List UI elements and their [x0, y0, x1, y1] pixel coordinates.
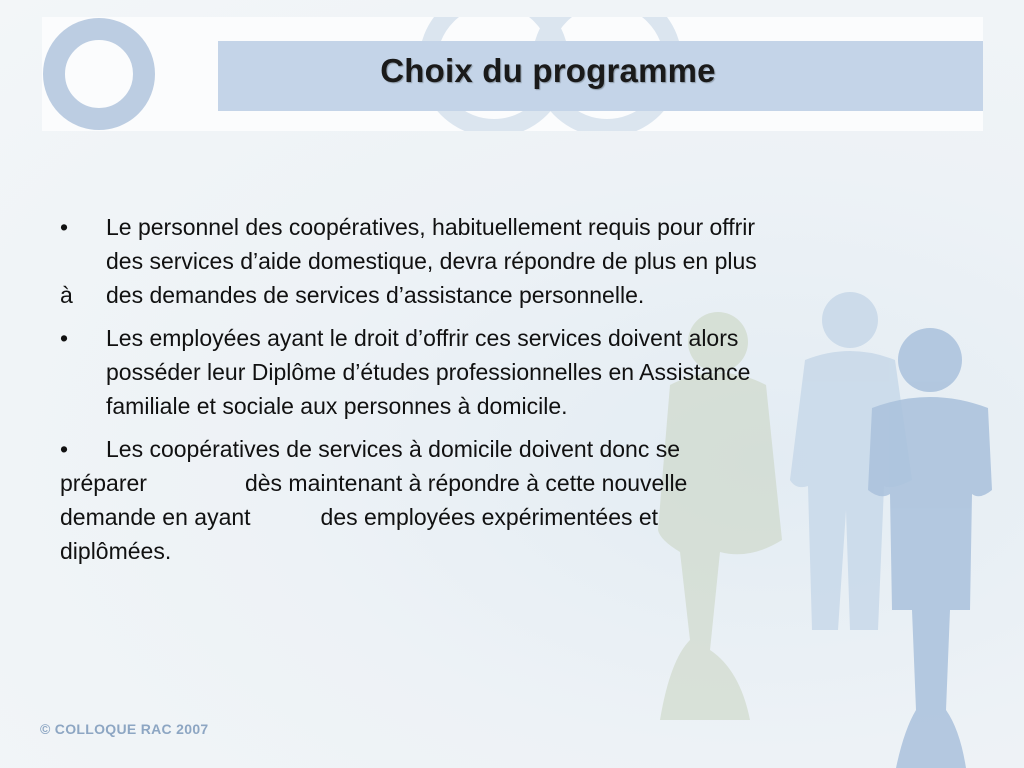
line-text-left: préparer [60, 470, 147, 496]
text-line [60, 321, 920, 355]
line-text: des demandes de services d’assistance personnelle. [106, 282, 645, 308]
text-line [60, 355, 920, 389]
line-text: posséder leur Diplôme d’études professionnelles en Assistance [106, 359, 751, 385]
line-text: diplômées. [60, 538, 172, 564]
line-text-right: des employées expérimentées et [320, 504, 659, 530]
slide-title: Choix du programme [380, 52, 716, 89]
line-text: familiale et sociale aux personnes à domicile. [106, 393, 568, 419]
ring-decoration-left [43, 18, 155, 130]
line-prefix: à [60, 282, 73, 308]
bullet-paragraph-2 [60, 321, 920, 423]
bullet-list [60, 210, 920, 577]
line-text: Les employées ayant le droit d’offrir ces services doivent alors [106, 325, 739, 351]
line-text: Les coopératives de services à domicile doivent donc se [106, 436, 681, 462]
bullet-paragraph-1 [60, 210, 920, 312]
bullet-paragraph-3 [60, 432, 920, 568]
line-text-right: dès maintenant à répondre à cette nouvelle [244, 470, 688, 496]
text-line [60, 432, 920, 466]
line-text: Le personnel des coopératives, habituellement requis pour offrir [106, 214, 756, 240]
text-line [60, 210, 920, 244]
text-line [60, 244, 920, 278]
footer-copyright: © COLLOQUE RAC 2007 [40, 721, 209, 737]
text-line [60, 534, 920, 568]
line-text-left: demande en ayant [60, 504, 251, 530]
text-line [60, 278, 920, 312]
text-line [60, 389, 920, 423]
text-line [60, 500, 920, 534]
bullet-marker: • [60, 325, 69, 351]
line-text: des services d’aide domestique, devra répondre de plus en plus [106, 248, 757, 274]
bullet-marker: • [60, 214, 69, 240]
text-line [60, 466, 920, 500]
bullet-marker: • [60, 436, 69, 462]
